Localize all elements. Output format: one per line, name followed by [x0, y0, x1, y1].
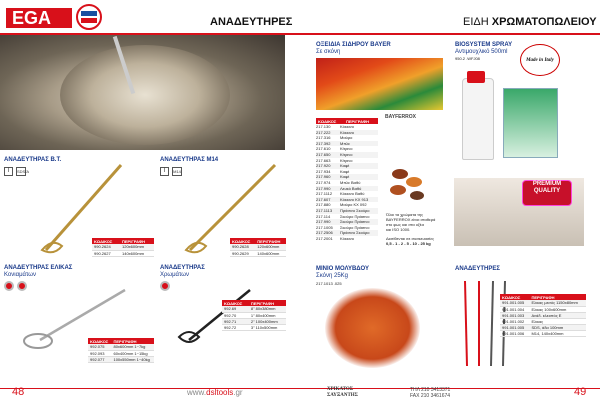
table-row: 991.001.004 Ελικας 100x600mm: [500, 306, 586, 312]
table-row: 217.990 Λευκό Βαθύ: [316, 186, 378, 192]
mount-icon: Ι: [4, 167, 13, 176]
right-page-title: ΕΙΔΗ ΧΡΩΜΑΤΟΠΩΛΕΙΟΥ: [463, 16, 597, 28]
table-row: 991.001.005 Ελικας μεσός 1150x80mm: [500, 300, 586, 306]
table-row: 217.1113 Πράσινο Σκούρο: [316, 208, 378, 214]
website-link[interactable]: www.dsltools.gr: [187, 388, 243, 397]
thread-icon: M14: [173, 169, 181, 174]
table-row: 217.392 Μπλε: [316, 141, 378, 147]
oxides-rows: [316, 124, 378, 241]
table-row: 217.316 Μαύρο: [316, 135, 378, 141]
spray-bottle-image: [462, 78, 494, 160]
left-page-title: ΑΝΑΔΕΥΤΗΡΕΣ: [210, 16, 293, 28]
spray-code: 950.2 .WFJ08: [455, 56, 480, 61]
section-subtitle-helix: Κονιαμάτων: [4, 272, 36, 278]
table-row: 217.1112 Κόκκινο Βαθύ: [316, 191, 378, 197]
table-m14: ΚΩΔΙΚΟΣ ΠΕΡΙΓΡΑΦΗ 990.2628 120x600mm 990.2629 140x600mm: [230, 238, 286, 257]
hero-image: [0, 35, 285, 150]
section-title-spray: BIOSYSTEM SPRAY: [455, 42, 513, 48]
page-number-left: 48: [12, 386, 25, 398]
section-title-ba: ΑΝΑΔΕΥΤΗΡΑΣ Β.Τ.: [4, 157, 62, 163]
made-in-italy-badge: Made in Italy: [520, 44, 560, 76]
drill-icon: [4, 281, 14, 291]
page-number-right: 49: [574, 386, 587, 398]
red-lead-powder-image: [325, 288, 420, 368]
table-row: 217.974 Μπλε Βαθύ: [316, 180, 378, 186]
brand-logo: EGA: [6, 8, 72, 28]
section-subtitle-spray: Αντιμουχλικό 500ml: [455, 49, 508, 55]
table-row: 991.001.005 SDS, άδα 100mm: [500, 324, 586, 330]
table-row: 217.960 Καφέ: [316, 174, 378, 180]
table-row: 217.2506 Πράσινο Σκούρο: [316, 230, 378, 236]
greek-flag-icon: [76, 4, 102, 30]
table-row: 217.222 Κόκκινο: [316, 130, 378, 136]
table-row: 217.880 Μαύρο ΚΧ 092: [316, 202, 378, 208]
table-helix: ΚΩΔΙΚΟΣ ΠΕΡΙΓΡΑΦΗ 992.075 80x600mm 1~7kg 992.093 60x400mm 1~15kg 992.077 100x550mm 1~40kg: [88, 338, 154, 363]
table-row: 217.2001 Κόκκινο: [316, 236, 378, 242]
section-title-oxides: ΟΞΕΙΔΙΑ ΣΙΔΗΡΟΥ BAYER: [316, 42, 391, 48]
table-row: 217.610 Κίτρινο: [316, 146, 378, 152]
drill-icon: [160, 281, 170, 291]
table-row: 217.607 Κόκκινο ΚΧ 913: [316, 197, 378, 203]
section-title-m14: ΑΝΑΔΕΥΤΗΡΑΣ Μ14: [160, 157, 219, 163]
section-title-mixers: ΑΝΑΔΕΥΤΗΡΕΣ: [455, 266, 500, 272]
table-row: 992.075 80x600mm 1~7kg: [88, 344, 154, 350]
mount-icon: Ι: [160, 167, 169, 176]
table-row: 217.1005 Σκούρο Πράσινο: [316, 225, 378, 231]
table-row: 992.69 8" 80x380mm: [222, 306, 286, 312]
table-row: 990.2629 140x600mm: [230, 250, 286, 256]
table-row: 217.934 Καφέ: [316, 169, 378, 175]
oxide-powders-image: [316, 58, 443, 110]
table-row: 990.2624 120x600mm: [92, 244, 154, 250]
table-row: 992.093 60x400mm 1~15kg: [88, 350, 154, 356]
section-subtitle-paint: Χρωμάτων: [160, 272, 189, 278]
table-row: 217.990 Σκούρο Πράσινο: [316, 219, 378, 225]
table-row: 217.130 Κόκκινο: [316, 124, 378, 130]
table-row: 991.001.002 Ελικας: [500, 318, 586, 324]
oxides-note: Όλοι τα χρώματα της BAYFERROX είναι σταθερά στο φως και στα οξέα και ISO 1000. Διατίθενται σε συσκευασίες 0,5 - 1 - 2 - 5 - 10 - 25 kg: [386, 212, 436, 246]
shank-icon: SDS/A: [17, 169, 30, 174]
section-title-paint: ΑΝΑΔΕΥΤΗΡΑΣ: [160, 265, 205, 271]
section-title-lead: ΜΙΝΙΟ ΜΟΛΥΒΔΟΥ: [316, 266, 369, 272]
powder-swatches: [388, 165, 436, 205]
table-row: 992.077 100x550mm 1~40kg: [88, 356, 154, 362]
lead-code: 217.1013 .025: [316, 281, 342, 286]
contact-info: ΤΗΛ 210 3413371 FAX 210 3461674: [410, 387, 451, 399]
table-ba: ΚΩΔΙΚΟΣ ΠΕΡΙΓΡΑΦΗ 990.2624 120x600mm 990.2627 140x600mm: [92, 238, 154, 257]
company-logo: ΧΡΙΚΑΤΟΣ ΣΑΥΞΑΝΤΗΣ: [327, 387, 358, 398]
table-row: 217.920 Καφέ: [316, 163, 378, 169]
table-row: 990.2628 120x600mm: [230, 244, 286, 250]
table-row: 992.72 3" 110x500mm: [222, 324, 286, 330]
table-row: 991.001.006 M14, 140x400mm: [500, 330, 586, 336]
section-subtitle-oxides: Σε σκόνη: [316, 49, 341, 55]
table-paint: ΚΩΔΙΚΟΣ ΠΕΡΙΓΡΑΦΗ 992.69 8" 80x380mm 992.70 1" 80x400mm 992.71 2" 100x400mm 992.72 3" 110x500mm: [222, 300, 286, 331]
bayferrox-logo: BAYFERROX: [385, 114, 416, 120]
table-row: 992.70 1" 80x400mm: [222, 312, 286, 318]
table-row: 217.663 Κίτρινο: [316, 158, 378, 164]
table-row: 991.001.003 Ανάδ. κλειστός Ε: [500, 312, 586, 318]
spray-box-image: [503, 88, 558, 158]
table-row: 992.71 2" 100x400mm: [222, 318, 286, 324]
table-oxides: ΚΩΔΙΚΟΣ ΠΕΡΙΓΡΑΦΗ: [316, 118, 378, 124]
table-row: 217.114 Σκούρο Πράσινο: [316, 214, 378, 220]
section-subtitle-lead: Σκόνη 25Kg: [316, 273, 348, 279]
footer-divider: [0, 388, 600, 389]
table-row: 217.650 Κίτρινο: [316, 152, 378, 158]
table-row: 990.2627 140x600mm: [92, 250, 154, 256]
premium-quality-badge: PREMIUM QUALITY: [522, 180, 572, 206]
table-mixers: ΚΩΔΙΚΟΣ ΠΕΡΙΓΡΑΦΗ 991.001.005 Ελικας μεσός 1150x80mm 991.001.004 Ελικας 100x600mm 991.001.003 Ανάδ. κλειστός Ε 991.001.002 Ελικας 991.001.005 SDS, άδα 100mm 991.001.006 M14, 140x400mm: [500, 294, 586, 337]
section-title-helix: ΑΝΑΔΕΥΤΗΡΑΣ ΕΛΙΚΑΣ: [4, 265, 73, 271]
